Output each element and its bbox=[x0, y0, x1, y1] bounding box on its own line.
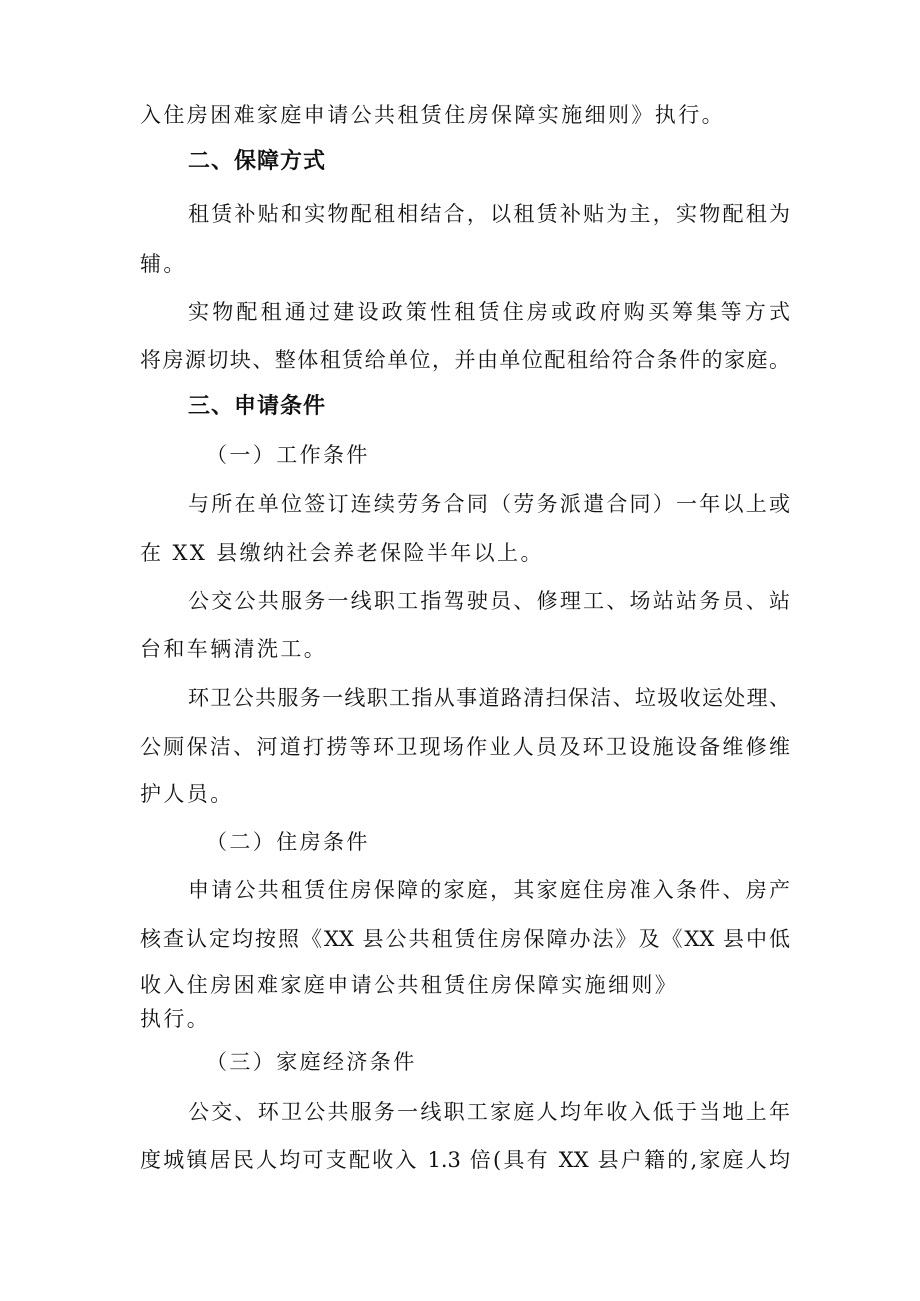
paragraph-line: 收入住房困难家庭申请公共租赁住房保障实施细则》 bbox=[140, 973, 679, 997]
paragraph-line: 公交公共服务一线职工指驾驶员、修理工、场站站务员、站 bbox=[188, 589, 790, 613]
paragraph-line: 台和车辆清洗工。 bbox=[140, 637, 328, 661]
paragraph-line: 申请公共租赁住房保障的家庭，其家庭住房准入条件、房产 bbox=[188, 878, 790, 902]
paragraph-line: 执行。 bbox=[140, 1007, 211, 1031]
paragraph-line: 公厕保洁、河道打捞等环卫现场作业人员及环卫设施设备维修维 bbox=[140, 735, 790, 759]
paragraph-line: 辅。 bbox=[140, 252, 187, 276]
subsection-heading-work-conditions: （一）工作条件 bbox=[206, 443, 370, 467]
paragraph-line: 护人员。 bbox=[140, 782, 234, 806]
paragraph-line: 公交、环卫公共服务一线职工家庭人均年收入低于当地上年 bbox=[188, 1100, 790, 1124]
paragraph-line: 核查认定均按照《XX 县公共租赁住房保障办法》及《XX 县中低 bbox=[140, 927, 790, 951]
subsection-heading-economic-conditions: （三）家庭经济条件 bbox=[206, 1050, 417, 1074]
section-heading-application-conditions: 三、申请条件 bbox=[188, 394, 327, 419]
paragraph-line: 度城镇居民人均可支配收入 1.3 倍(具有 XX 县户籍的,家庭人均 bbox=[140, 1148, 790, 1172]
paragraph-line: 实物配租通过建设政策性租赁住房或政府购买筹集等方式 bbox=[188, 300, 790, 324]
paragraph-line: 与所在单位签订连续劳务合同（劳务派遣合同）一年以上或 bbox=[188, 492, 790, 516]
section-heading-protection-method: 二、保障方式 bbox=[188, 149, 327, 174]
paragraph-line: 环卫公共服务一线职工指从事道路清扫保洁、垃圾收运处理、 bbox=[188, 686, 790, 710]
paragraph-line: 将房源切块、整体租赁给单位，并由单位配租给符合条件的家庭。 bbox=[140, 348, 790, 372]
subsection-heading-housing-conditions: （二）住房条件 bbox=[206, 830, 370, 854]
paragraph-line: 租赁补贴和实物配租相结合，以租赁补贴为主，实物配租为 bbox=[188, 202, 790, 226]
paragraph-line: 在 XX 县缴纳社会养老保险半年以上。 bbox=[140, 541, 544, 565]
paragraph-line: 入住房困难家庭申请公共租赁住房保障实施细则》执行。 bbox=[140, 103, 725, 127]
